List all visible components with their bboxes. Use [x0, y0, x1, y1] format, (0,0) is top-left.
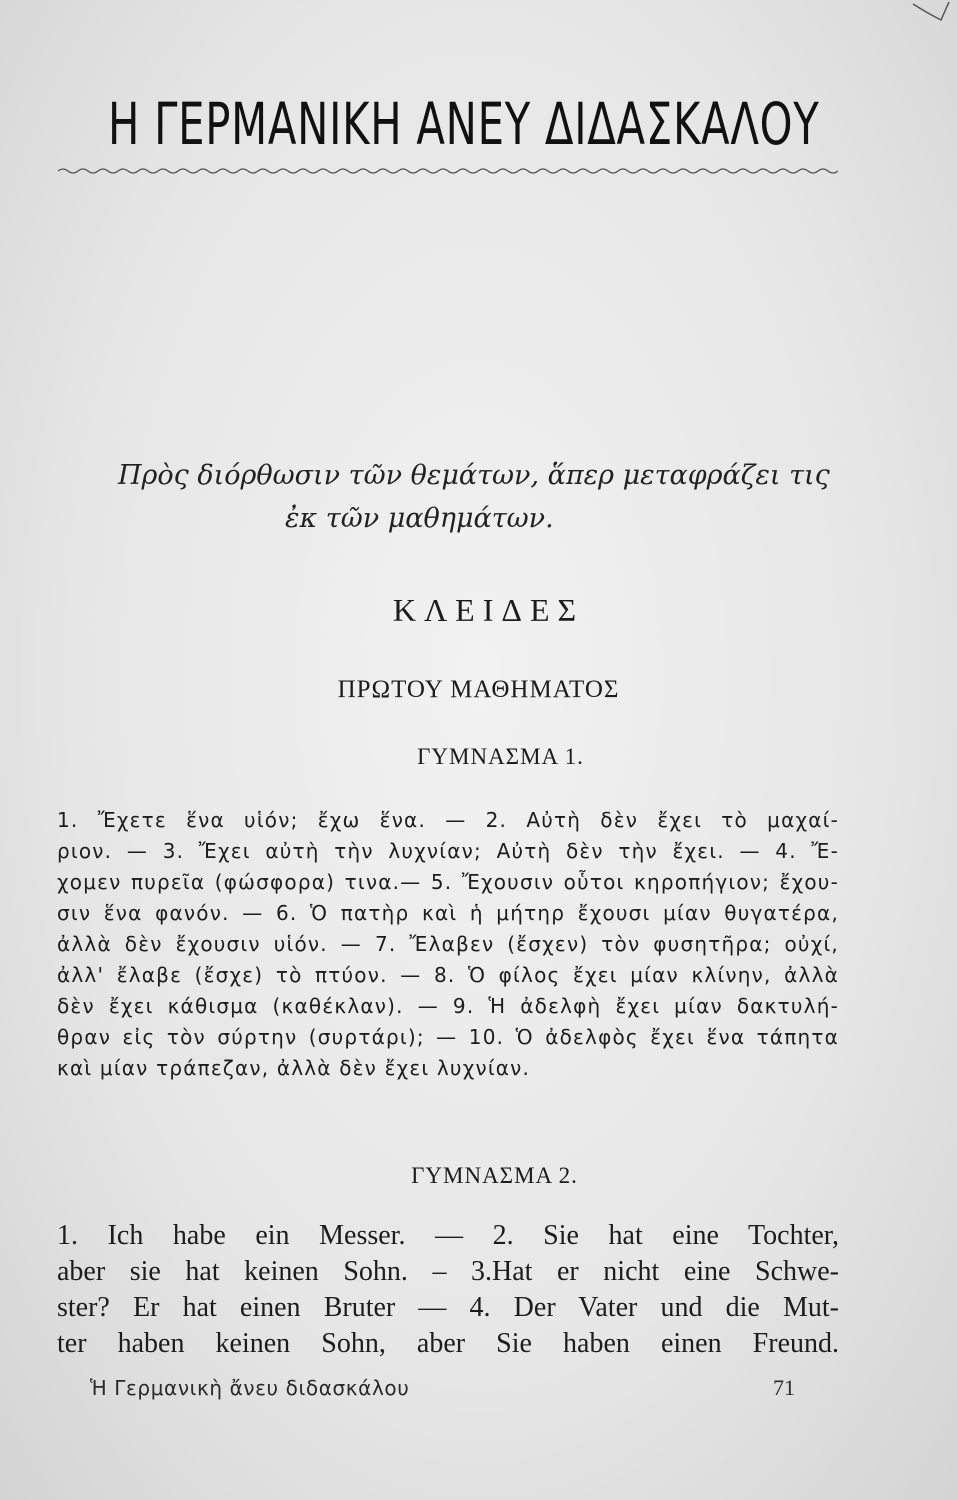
- text-line: 1. Ἔχετε ἕνα υἱόν; ἔχω ἕνα. — 2. Αὐτὴ δὲν ἔχει τὸ μαχαί-: [57, 808, 839, 832]
- editorial-note-line-1: Πρὸς διόρθωσιν τῶν θεμάτων, ἅπερ μεταφράζει τις: [118, 460, 830, 491]
- text-line: δὲν ἔχει κάθισμα (καθέκλαν). — 9. Ἡ ἀδελφὴ ἔχει μίαν δακτυλή-: [57, 994, 839, 1018]
- lesson-heading: ΠΡΩΤΟΥ ΜΑΘΗΜΑΤΟΣ: [337, 676, 620, 703]
- text-line: σιν ἕνα φανόν. — 6. Ὁ πατὴρ καὶ ἡ μήτηρ ἔχουσι μίαν θυγατέρα,: [57, 901, 839, 925]
- text-line: 1. Ich habe ein Messer. — 2. Sie hat eine Tochter,: [57, 1220, 839, 1251]
- text-line: ἀλλὰ δὲν ἔχουσιν υἱόν. — 7. Ἔλαβεν (ἔσχεν) τὸν φυσητῆρα; οὐχί,: [57, 932, 839, 956]
- exercise-1-heading: ΓΥΜΝΑΣΜΑ 1.: [417, 744, 584, 769]
- text-line: ster? Er hat einen Bruter — 4. Der Vater und die Mut-: [57, 1292, 839, 1323]
- wavy-rule-divider: [58, 166, 838, 176]
- running-head-title: Η ΓΕΡΜΑΝΙΚΗ ΑΝΕΥ ΔΙΔΑΣΚΑΛΟΥ: [108, 90, 820, 158]
- text-line: ἀλλ' ἔλαβε (ἔσχε) τὸ πτύον. — 8. Ὁ φίλος ἔχει μίαν κλίνην, ἀλλὰ: [57, 963, 839, 987]
- text-line: χομεν πυρεῖα (φώσφορα) τινα.— 5. Ἔχουσιν οὗτοι κηροπήγιον; ἔχου-: [57, 870, 839, 894]
- text-line: θραν εἰς τὸν σύρτην (συρτάρι); — 10. Ὁ ἀδελφὸς ἔχει ἕνα τάπητα: [57, 1025, 839, 1049]
- section-heading-keys: ΚΛΕΙΔΕΣ: [392, 592, 585, 628]
- page-number: 71: [773, 1375, 795, 1400]
- footer-book-title: Ἡ Γερμανικὴ ἄνευ διδασκάλου: [90, 1376, 410, 1400]
- text-line: aber sie hat keinen Sohn. – 3.Hat er nicht eine Schwe-: [57, 1256, 839, 1287]
- text-line: ριον. — 3. Ἔχει αὐτὴ τὴν λυχνίαν; Αὐτὴ δὲν τὴν ἔχει. — 4. Ἔ-: [57, 839, 839, 863]
- exercise-1-text: [57, 805, 839, 1084]
- editorial-note-line-2: ἐκ τῶν μαθημάτων.: [285, 503, 554, 534]
- corner-pencil-mark: [911, 0, 951, 24]
- exercise-2-heading: ΓΥΜΝΑΣΜΑ 2.: [411, 1163, 578, 1188]
- text-line: καὶ μίαν τράπεζαν, ἀλλὰ δὲν ἔχει λυχνίαν.: [57, 1056, 531, 1080]
- exercise-2-text: [57, 1218, 839, 1362]
- text-line: ter haben keinen Sohn, aber Sie haben einen Freund.: [57, 1328, 839, 1359]
